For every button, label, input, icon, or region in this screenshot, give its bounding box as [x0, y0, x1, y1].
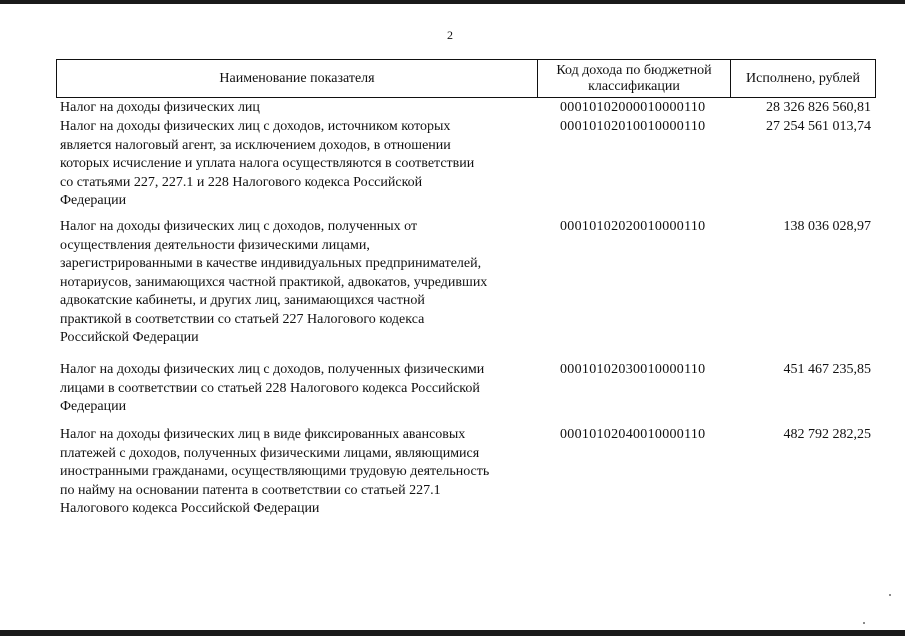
row-amount: 138 036 028,97 [783, 219, 871, 234]
page-number: 2 [447, 28, 453, 42]
row-code: 00010102030010000110 [560, 362, 706, 377]
row-name: Налог на доходы физических лиц [60, 100, 260, 115]
row-amount: 27 254 561 013,74 [766, 119, 871, 134]
row-code: 00010102000010000110 [560, 100, 706, 115]
row-amount: 28 326 826 560,81 [766, 100, 871, 115]
row-code: 00010102040010000110 [560, 427, 706, 442]
header-amount-column: Исполнено, рублей [746, 70, 860, 86]
scan-speck [863, 622, 865, 624]
scan-speck [889, 594, 891, 596]
bottom-scan-border [0, 630, 905, 636]
row-code: 00010102010010000110 [560, 119, 706, 134]
row-code: 00010102020010000110 [560, 219, 706, 234]
table-header [56, 59, 876, 98]
top-scan-border [0, 0, 905, 4]
header-code-column: Код дохода по бюджетной классификации [538, 60, 731, 97]
header-name-column: Наименование показателя [57, 60, 538, 97]
row-amount: 482 792 282,25 [783, 427, 871, 442]
row-name: Налог на доходы физических лиц с доходов, полученных физическими лицами в соответствии со статьей 228 Налогового кодекса Российской Федерации [60, 362, 485, 414]
row-name: Налог на доходы физических лиц с доходов, источником которых является налоговый агент, за исключением доходов, в отношении которых исчисление и уплата налога осуществляются в соответствии со статьями 227, 227.1 и 228 Налогового кодекса Российской Федерации [60, 119, 475, 208]
row-name: Налог на доходы физических лиц с доходов, полученных от осуществления деятельности физическими лицами, зарегистрированными в качестве индивидуальных предпринимателей, нотариусов, занимающихся частной практикой, адвокатов, учредивших адвокатские кабинеты, и других лиц, занимающихся частной практикой в соответствии со статьей 227 Налогового кодекса Российской Федерации [60, 219, 488, 345]
row-name: Налог на доходы физических лиц в виде фиксированных авансовых платежей с доходов, полученных физическими лицами, являющимися иностранными гражданами, осуществляющими трудовую деятельность по найму на основании патента в соответствии со статьей 227.1 Налогового кодекса Российской Федерации [60, 427, 490, 516]
row-amount: 451 467 235,85 [783, 362, 871, 377]
